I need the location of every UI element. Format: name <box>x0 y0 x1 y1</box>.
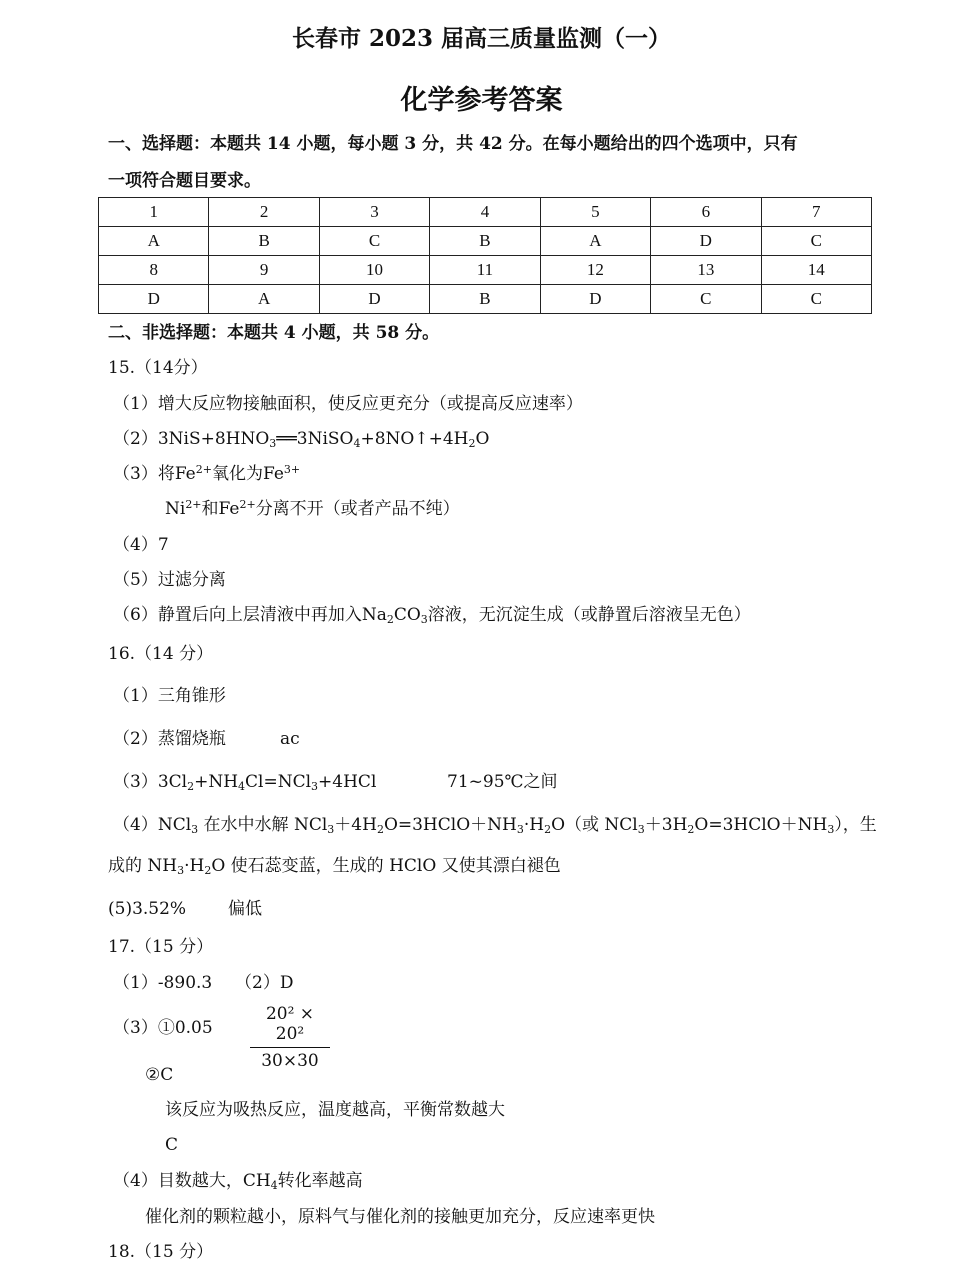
q17-answer-3d: C <box>165 1135 179 1155</box>
table-cell: 6 <box>651 198 761 227</box>
table-cell: C <box>761 285 871 314</box>
q18-heading: 18.（15 分） <box>108 1242 214 1262</box>
q16-answer-3: $(3)3Cl_2+NH_4Cl=NCl_3+4HCl$ <box>113 772 377 793</box>
table-cell: 14 <box>761 256 871 285</box>
table-cell: 11 <box>430 256 540 285</box>
q15-answer-1: （1）增大反应物接触面积，使反应更充分（或提高反应速率） <box>113 394 583 414</box>
q16-answer-4b: 成的 $NH_3\cdot H_2O$ 使石蕊变蓝，生成的 HClO 又使其漂白褪色 <box>108 856 561 877</box>
table-row <box>99 285 872 314</box>
table-cell: C <box>651 285 761 314</box>
q16-answer-5: (5)3.52% <box>108 899 187 919</box>
table-cell: 8 <box>99 256 209 285</box>
table-cell: 13 <box>651 256 761 285</box>
section2-heading: 二、非选择题：本题共 4 小题，共 58 分。 <box>108 323 440 343</box>
q15-answer-4: （4）7 <box>113 535 169 555</box>
q17-answer-1: （1）-890.3 <box>113 973 213 993</box>
q17-answer-3c: 该反应为吸热反应，温度越高，平衡常数越大 <box>165 1100 505 1120</box>
table-cell: 1 <box>99 198 209 227</box>
fraction-numerator: 20² × 20² <box>250 1004 330 1048</box>
table-cell: 4 <box>430 198 540 227</box>
table-cell: D <box>651 227 761 256</box>
table-cell: 9 <box>209 256 319 285</box>
table-cell: B <box>430 285 540 314</box>
q17-answer-3: （3）①0.05 <box>113 1018 213 1038</box>
q15-answer-6: （6）静置后向上层清液中再加入$Na_2CO_3$溶液，无沉淀生成（或静置后溶液呈无色） <box>113 605 751 626</box>
table-cell: 5 <box>540 198 650 227</box>
table-cell: A <box>209 285 319 314</box>
table-cell: 10 <box>319 256 429 285</box>
table-cell: A <box>540 227 650 256</box>
q17-answer-3b: ②C <box>145 1065 174 1085</box>
q16-answer-2b: ac <box>280 729 300 749</box>
table-cell: B <box>209 227 319 256</box>
fraction-denominator: 30×30 <box>261 1051 319 1071</box>
q17-answer-4b: 催化剂的颗粒越小，原料气与催化剂的接触更加充分，反应速率更快 <box>145 1207 655 1227</box>
table-cell: D <box>319 285 429 314</box>
q17-answer-4: （4）目数越大，$CH_4$转化率越高 <box>113 1171 363 1192</box>
q16-answer-2: （2）蒸馏烧瓶 <box>113 729 226 749</box>
table-cell: 7 <box>761 198 871 227</box>
table-cell: 12 <box>540 256 650 285</box>
q15-heading: 15.（14分） <box>108 358 208 378</box>
page-title: 长春市 2023 届高三质量监测（一） <box>291 25 672 52</box>
table-cell: C <box>761 227 871 256</box>
answer-table <box>98 197 872 314</box>
q16-answer-4: （4）NCl$_3$ 在水中水解 $NCl_3+4H_2O=3HClO+NH_3\cdot H_2O$（或 $NCl_3+3H_2O=3HClO+NH_3$），生 <box>113 815 877 836</box>
q15-answer-5: （5）过滤分离 <box>113 570 226 590</box>
q17-heading: 17.（15 分） <box>108 937 214 957</box>
q16-answer-5b: 偏低 <box>228 899 262 919</box>
table-cell: 2 <box>209 198 319 227</box>
table-row <box>99 198 872 227</box>
q17-fraction <box>250 1004 330 1071</box>
table-row <box>99 256 872 285</box>
table-cell: D <box>540 285 650 314</box>
table-cell: 3 <box>319 198 429 227</box>
section1-heading-line1: 一、选择题：本题共 14 小题，每小题 3 分，共 42 分。在每小题给出的四个选项中，只有 <box>108 134 798 154</box>
q15-answer-3: （3）将$Fe^{2+}$氧化为$Fe^{3+}$ <box>113 463 301 484</box>
section1-heading-line2: 一项符合题目要求。 <box>108 171 261 191</box>
table-row <box>99 227 872 256</box>
page-subtitle: 化学参考答案 <box>400 85 563 116</box>
q15-answer-2: $(2)3NiS+8HNO_3══3NiSO_4+8NO↑+4H_2O$ <box>113 429 490 450</box>
q16-answer-3b: 71~95℃之间 <box>447 772 558 792</box>
q16-heading: 16.（14 分） <box>108 644 214 664</box>
table-cell: D <box>99 285 209 314</box>
q16-answer-1: （1）三角锥形 <box>113 686 226 706</box>
table-cell: A <box>99 227 209 256</box>
q17-answer-2: （2）D <box>235 973 294 993</box>
table-cell: B <box>430 227 540 256</box>
table-cell: C <box>319 227 429 256</box>
q15-answer-3b: $Ni^{2+}$和$Fe^{2+}$分离不开（或者产品不纯） <box>165 498 460 519</box>
